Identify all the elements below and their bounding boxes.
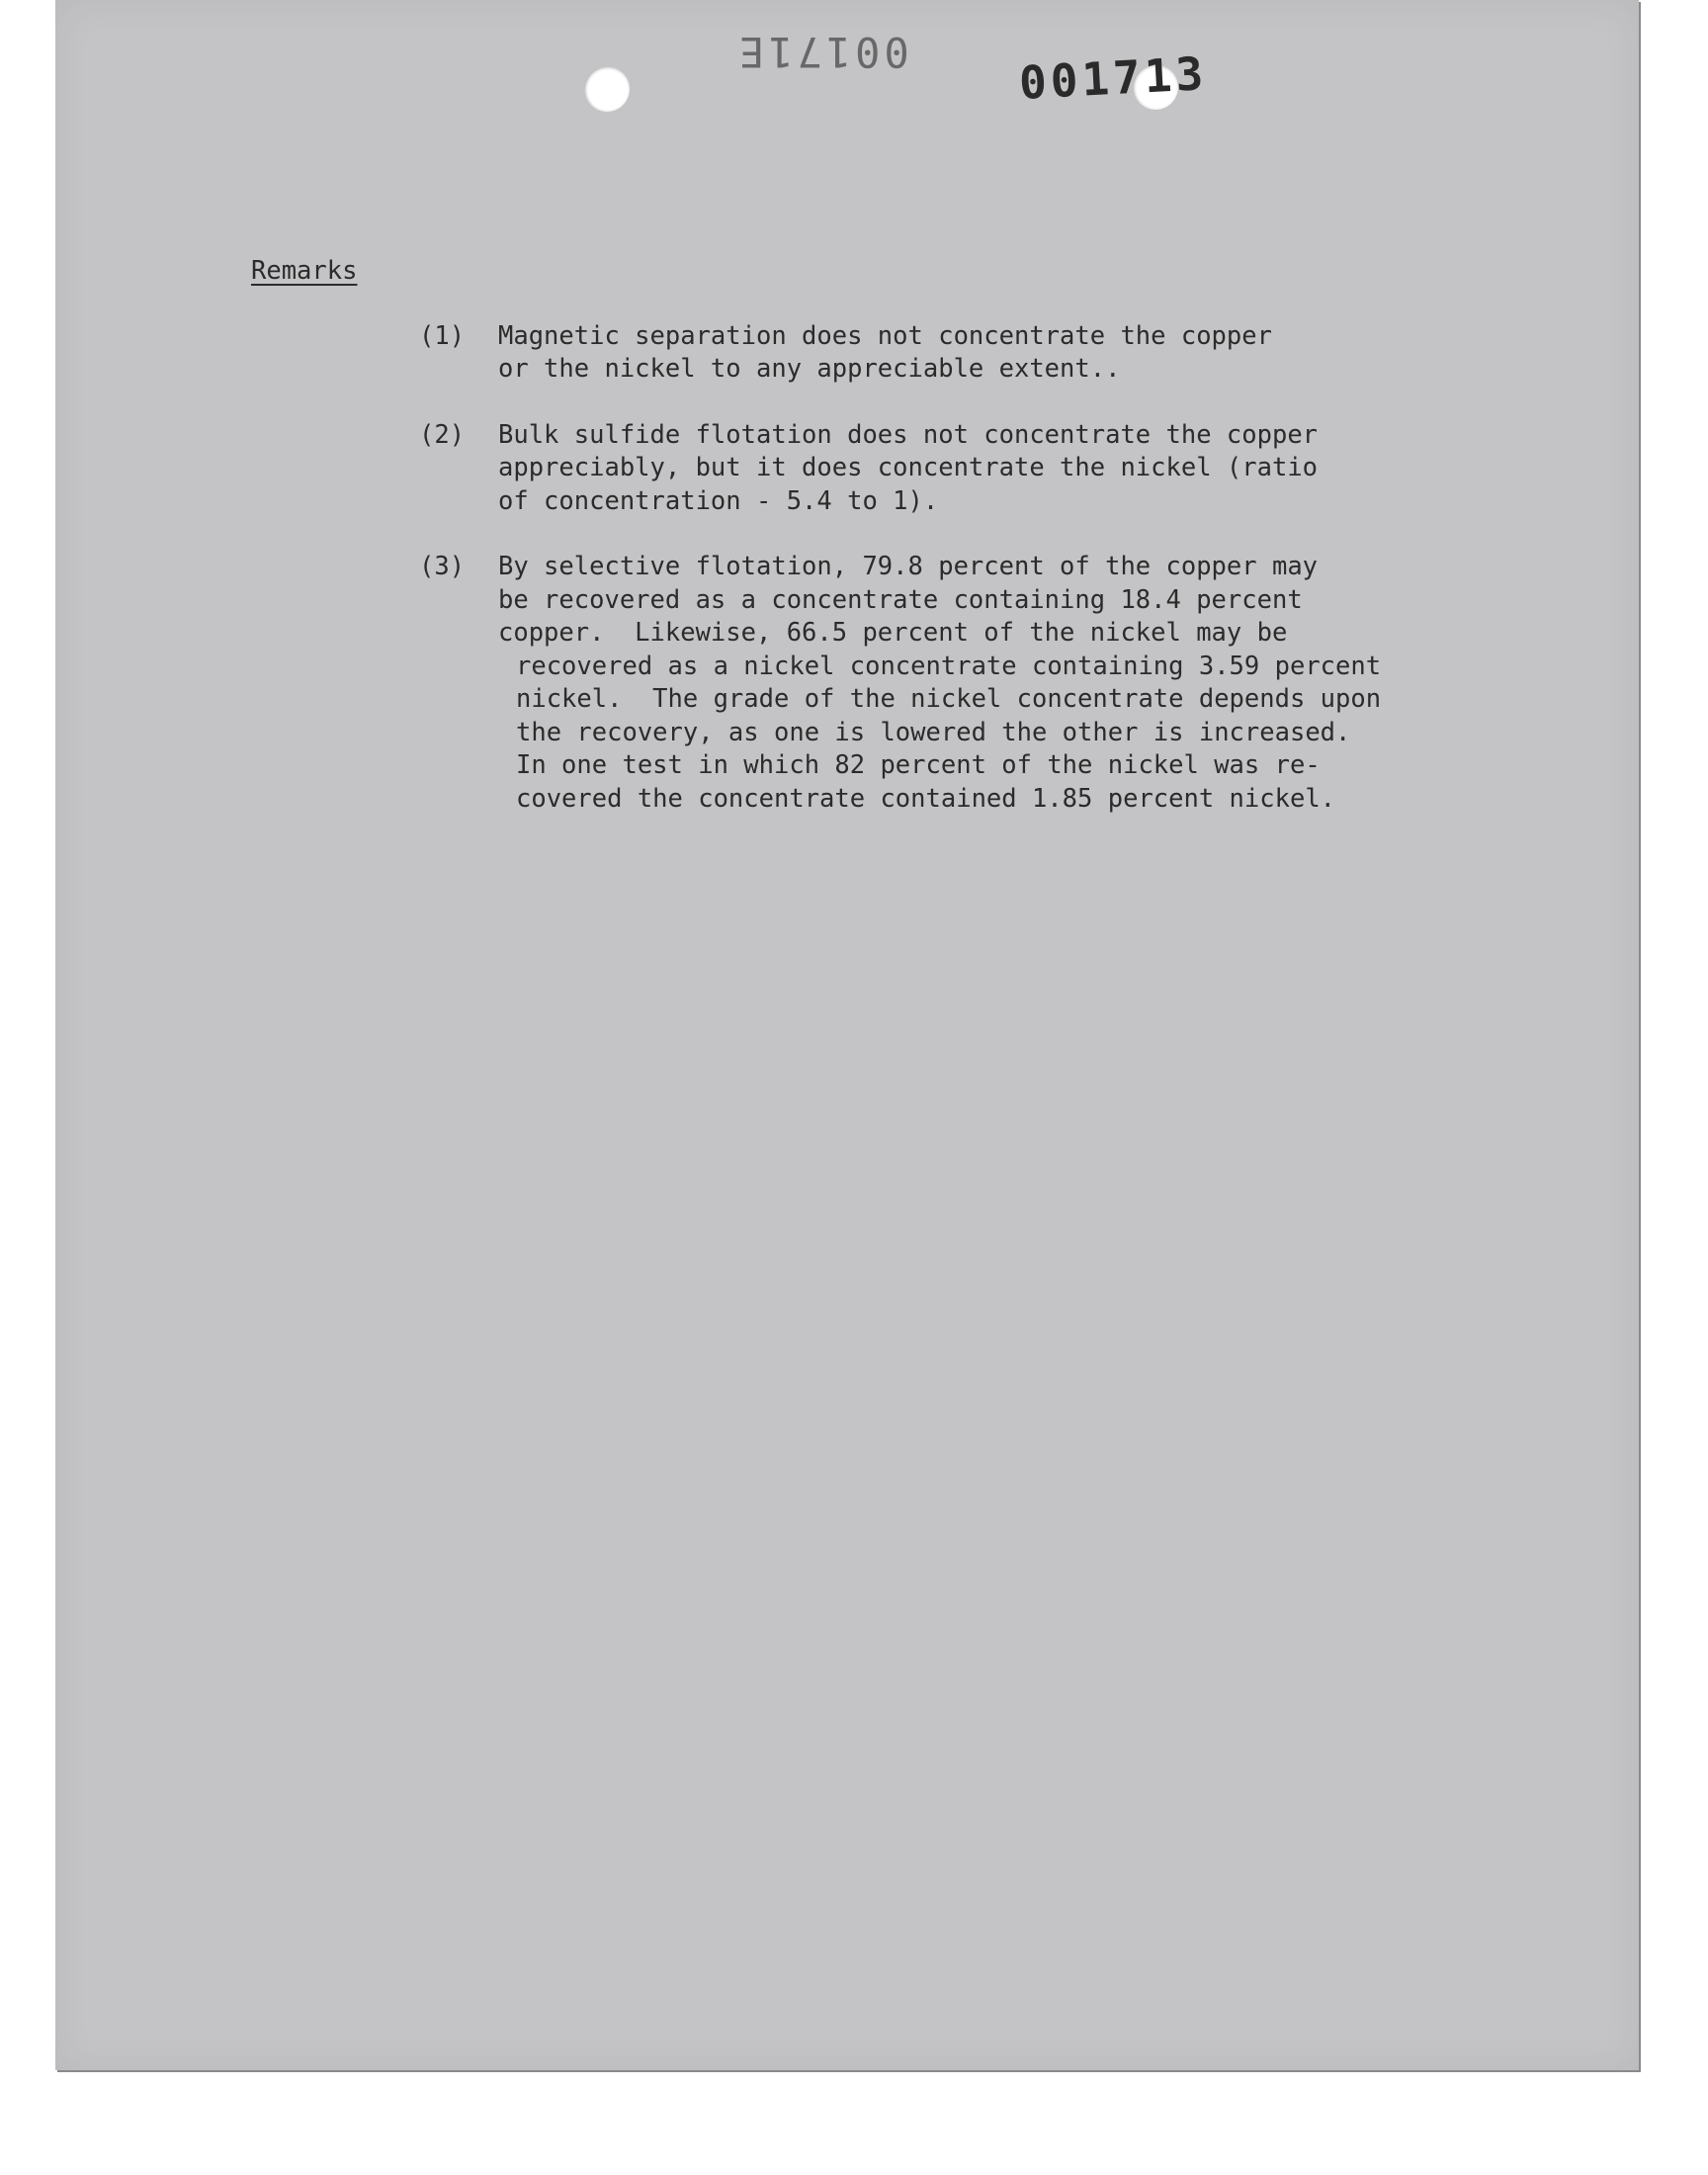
document-number-stamp: 001713 xyxy=(1017,46,1209,110)
remark-item xyxy=(251,320,1536,387)
remark-line: the recovery, as one is lowered the other is increased. xyxy=(516,717,1351,747)
remarks-heading: Remarks xyxy=(251,256,358,286)
remark-line: be recovered as a concentrate containing 18.4 percent xyxy=(498,584,1303,615)
remark-item xyxy=(251,419,1536,519)
remark-line: or the nickel to any appreciable extent.. xyxy=(498,354,1121,384)
remark-line: Bulk sulfide flotation does not concentrate the copper xyxy=(498,419,1319,450)
remark-line: of concentration - 5.4 to 1). xyxy=(498,485,939,516)
remark-line: By selective flotation, 79.8 percent of the copper may xyxy=(498,552,1319,581)
remark-line: Magnetic separation does not concentrate the copper xyxy=(498,320,1272,351)
remark-number: (1) xyxy=(419,320,466,351)
remark-line: In one test in which 82 percent of the nickel was re- xyxy=(516,750,1321,780)
remark-text xyxy=(498,419,1487,519)
remark-line: nickel. The grade of the nickel concentrate depends upon xyxy=(516,684,1382,714)
remark-line: covered the concentrate contained 1.85 percent nickel. xyxy=(516,783,1336,814)
remark-item xyxy=(251,551,1536,816)
remark-number: (2) xyxy=(419,419,466,450)
remark-text xyxy=(498,320,1487,387)
remark-line: copper. Likewise, 66.5 percent of the nickel may be xyxy=(498,618,1288,648)
document-body xyxy=(251,255,1536,848)
remark-line: recovered as a nickel concentrate containing 3.59 percent xyxy=(516,651,1382,681)
remark-line: appreciably, but it does concentrate the nickel (ratio xyxy=(498,453,1319,482)
faded-stamp: 00171E xyxy=(735,28,909,76)
remark-text xyxy=(498,551,1487,816)
punch-hole-left xyxy=(584,66,630,112)
remark-number: (3) xyxy=(419,552,466,581)
